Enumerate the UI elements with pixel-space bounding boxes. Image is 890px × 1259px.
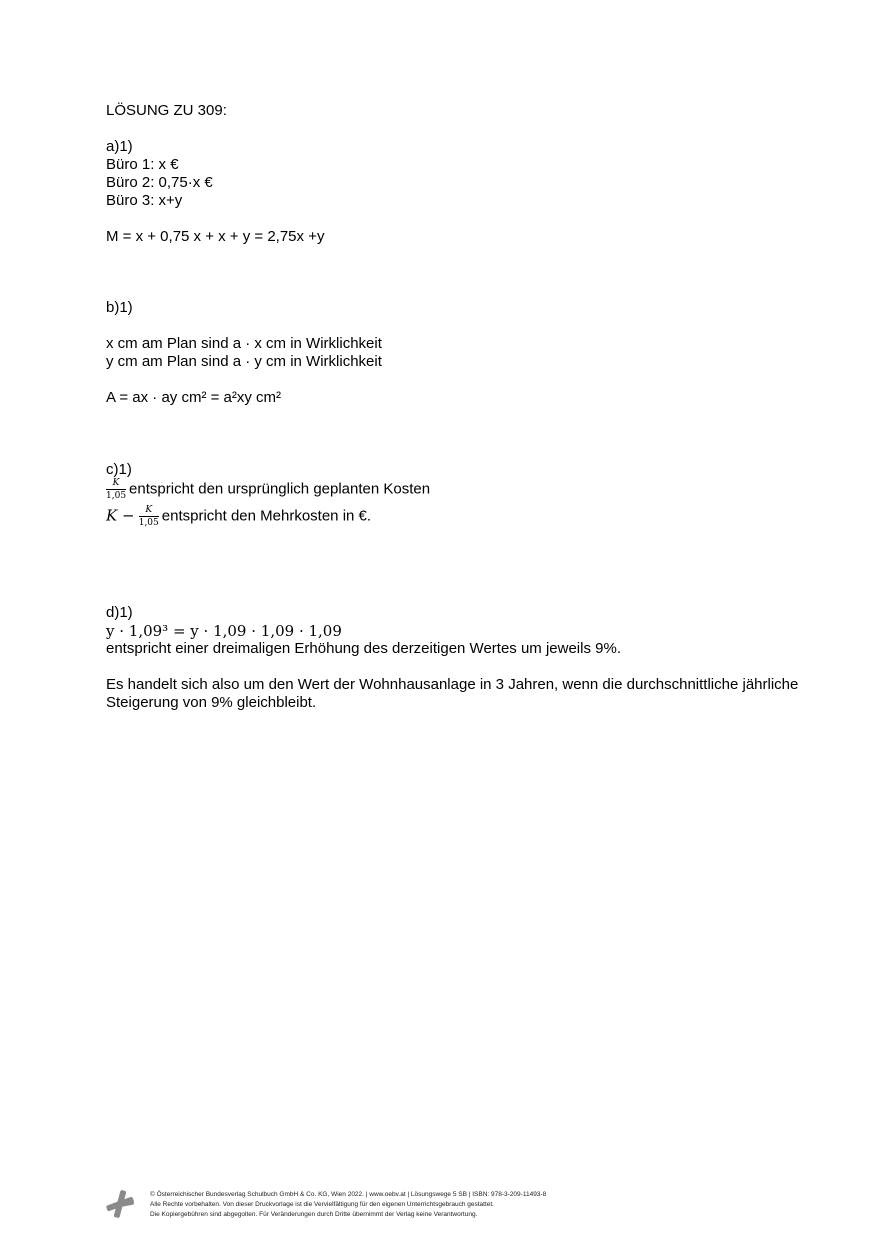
section-a-line: Büro 2: 0,75·x €: [106, 174, 213, 191]
section-a-line: Büro 3: x+y: [106, 192, 183, 209]
section-c-text-2: entspricht den Mehrkosten in €.: [161, 507, 372, 525]
footer: [150, 1190, 546, 1220]
fraction-k-over-105: [106, 478, 126, 501]
fraction-denominator: 1,05: [106, 491, 127, 501]
fraction-k-over-105: [139, 505, 159, 528]
section-d-formula: y · 1,09³ = y · 1,09 · 1,09 · 1,09: [106, 622, 342, 640]
section-c-line-1: [106, 478, 430, 501]
section-b-label: b)1): [106, 299, 133, 316]
fraction-numerator: K: [106, 478, 126, 490]
section-b-line: y cm am Plan sind a · y cm in Wirklichkeit: [106, 353, 382, 370]
fraction-denominator: 1,05: [138, 518, 159, 528]
section-b-line: x cm am Plan sind a · x cm in Wirklichkeit: [106, 335, 382, 352]
section-a-equation: M = x + 0,75 x + x + y = 2,75x +y: [106, 228, 325, 245]
section-d-line: entspricht einer dreimaligen Erhöhung des derzeitigen Wertes um jeweils 9%.: [106, 640, 621, 657]
footer-line: Die Kopiergebühren sind abgegolten. Für Veränderungen durch Dritte übernimmt der Verlag keine Verantwortung.: [150, 1211, 478, 1218]
footer-line: Alle Rechte vorbehalten. Von dieser Druckvorlage ist die Vervielfältigung für den eigenen Unterrichtsgebrauch gestattet.: [150, 1201, 494, 1208]
oebv-logo-icon: [104, 1188, 136, 1220]
section-c-text-1: entspricht den ursprünglich geplanten Kosten: [129, 480, 431, 498]
page-title: LÖSUNG ZU 309:: [106, 102, 227, 119]
footer-line: © Österreichischer Bundesverlag Schulbuch GmbH & Co. KG, Wien 2022. | www.oebv.at | Lösungswege 5 SB | ISBN: 978-3-209-11493-8: [150, 1191, 547, 1198]
section-d-label: d)1): [106, 604, 133, 621]
section-a-label: a)1): [106, 138, 133, 155]
section-c-line-2: [106, 505, 371, 528]
section-c-label: c)1): [106, 461, 132, 478]
section-c-prefix: K −: [106, 506, 135, 525]
section-b-equation: A = ax · ay cm² = a²xy cm²: [106, 389, 282, 406]
section-a-line: Büro 1: x €: [106, 156, 179, 173]
section-d-paragraph: Es handelt sich also um den Wert der Wohnhausanlage in 3 Jahren, wenn die durchschnittliche jährliche Steigerung von 9% gleichbleibt.: [106, 676, 799, 711]
fraction-numerator: K: [139, 505, 159, 517]
